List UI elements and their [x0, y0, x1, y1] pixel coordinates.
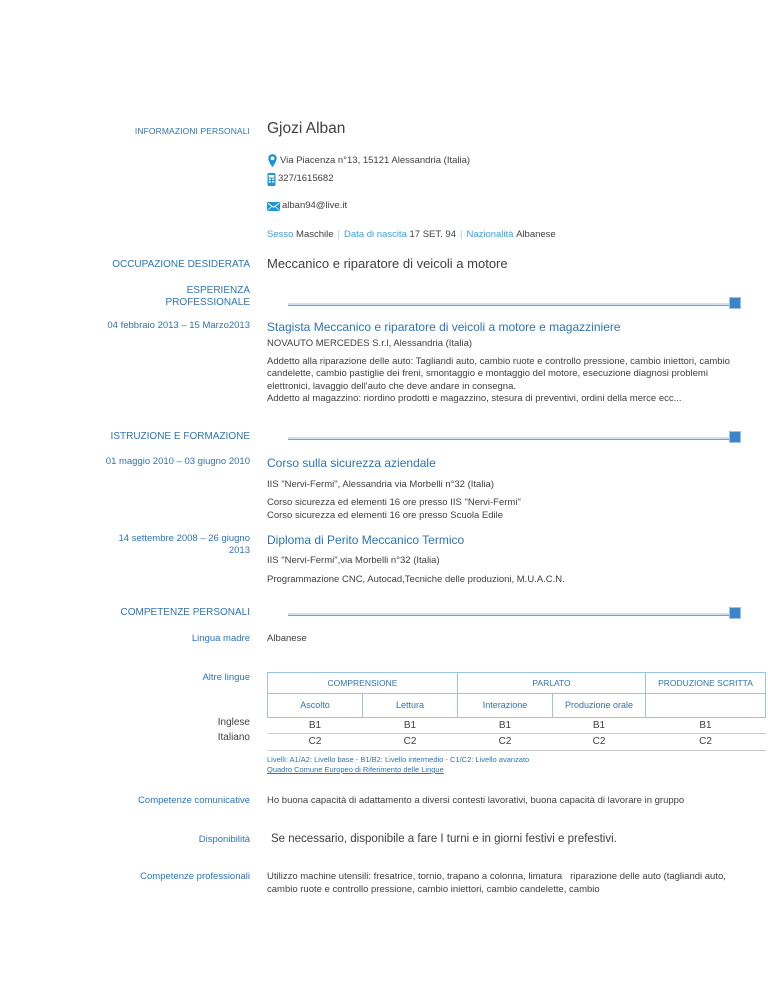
desired-occupation-value: Meccanico e riparatore di veicoli a motore [267, 256, 508, 271]
language-name: Inglese [217, 716, 250, 728]
professional-skills-row [0, 871, 768, 896]
section-divider [288, 298, 741, 309]
sub-header-lettura: Lettura [363, 694, 458, 718]
address-text: Via Piacenza n°13, 15121 Alessandria (Italia) [280, 154, 471, 166]
sub-header-interazione: Interazione [458, 694, 553, 718]
table-group-header-row [268, 672, 766, 694]
education-entry-school: IIS "Nervi-Fermi",via Morbelli n°32 (Italia) [267, 555, 440, 566]
personal-skills-section-row [0, 605, 768, 619]
education-date-line2: 2013 [228, 545, 250, 556]
professional-skills-text: Utilizzo machine utensili: fresatrice, tornio, trapano a colonna, limatura riparazione delle auto (tagliandi auto, cambio ruote e controllo pressione, cambio iniettori, cambio candelette, cambio [267, 871, 729, 895]
demographics-line [267, 226, 768, 244]
birth-value: 17 SET. 94 [409, 228, 456, 240]
contact-block [0, 152, 768, 244]
divider-endcap [729, 607, 741, 619]
email-line [267, 197, 768, 215]
language-row-labels [0, 672, 250, 777]
education-section-row [0, 429, 768, 443]
group-header-produzione-scritta: PRODUZIONE SCRITTA [646, 672, 766, 694]
education-entry-date [0, 533, 250, 586]
work-experience-label-line2: PROFESSIONALE [165, 297, 250, 308]
work-entry-employer: NOVAUTO MERCEDES S.r.l, Alessandria (Italia) [267, 338, 473, 349]
group-header-parlato: PARLATO [458, 672, 646, 694]
availability-row [0, 832, 768, 846]
personal-skills-section-label: COMPETENZE PERSONALI [120, 607, 250, 618]
address-line [267, 152, 768, 170]
work-experience-section-label [0, 285, 250, 309]
divider-endcap [729, 297, 741, 309]
availability-text: Se necessario, disponibile a fare I turni e in giorni festivi e prefestivi. [271, 833, 617, 845]
description-paragraph: Addetto al magazzino: riordino prodotti e magazzino, stesura di preventivi, ordini della merce ecc... [267, 393, 682, 404]
description-paragraph: Addetto alla riparazione delle auto: Tagliandi auto, cambio ruote e controllo pressione, cambio iniettori, cambio candelette, cambio pastiglie dei freni, smontaggio e montaggio del motore, esecuzione diagnosi problemi elettronici, lavaggio dell'auto che deve andare in consegna. [267, 355, 730, 392]
education-entry-title: Corso sulla sicurezza aziendale [267, 455, 436, 470]
cefr-framework-link[interactable]: Quadro Comune Europeo di Riferimento delle Lingue [267, 765, 444, 774]
phone-text: 327/1615682 [278, 172, 334, 184]
mobile-phone-icon [267, 173, 276, 186]
email-text: alban94@live.it [282, 199, 348, 211]
desired-occupation-label: OCCUPAZIONE DESIDERATA [112, 259, 250, 270]
communication-skills-label: Competenze comunicative [138, 794, 250, 806]
section-divider [288, 608, 741, 619]
education-section-label: ISTRUZIONE E FORMAZIONE [110, 430, 250, 442]
level-cell: B1 [458, 717, 553, 734]
work-experience-label-line1: ESPERIENZA [186, 285, 250, 296]
level-cell: C2 [268, 734, 363, 751]
level-cell: C2 [553, 734, 646, 751]
nationality-label: Nazionalità [466, 228, 514, 240]
candidate-name: Gjozi Alban [267, 120, 346, 137]
education-entry-row [0, 533, 768, 586]
language-name: Italiano [217, 731, 250, 743]
sesso-label: Sesso [267, 228, 294, 240]
level-cell: C2 [458, 734, 553, 751]
cefr-levels-footnote: Livelli: A1/A2: Livello base - B1/B2: Livello intermedio - C1/C2: Livello avanzato [267, 754, 530, 764]
education-entry-school: IIS "Nervi-Fermi", Alessandria via Morbelli n°32 (Italia) [267, 478, 495, 490]
table-row [268, 734, 766, 751]
availability-label: Disponibilità [198, 834, 250, 845]
level-cell: C2 [363, 734, 458, 751]
group-header-comprensione: COMPRENSIONE [268, 672, 458, 694]
location-pin-icon [267, 154, 278, 168]
level-cell: B1 [646, 717, 766, 734]
table-row [268, 717, 766, 734]
separator: | [459, 228, 463, 240]
section-divider [288, 432, 741, 443]
mother-tongue-row [0, 633, 768, 646]
education-entry-date: 01 maggio 2010 – 03 giugno 2010 [105, 455, 250, 467]
language-skills-table [267, 672, 766, 751]
education-entry-row [0, 456, 768, 523]
nationality-value: Albanese [516, 228, 556, 240]
work-entry-row [0, 320, 768, 406]
sub-header-produzione-orale: Produzione orale [553, 694, 646, 718]
work-experience-section-row [0, 285, 768, 309]
sesso-value: Maschile [296, 228, 334, 240]
mother-tongue-label: Lingua madre [191, 633, 250, 644]
divider-endcap [729, 431, 741, 443]
divider-line [288, 437, 737, 440]
education-entry-detail: Corso sicurezza ed elementi 16 ore presso Scuola Edile [267, 509, 504, 521]
education-entry-detail: Programmazione CNC, Autocad,Tecniche delle produzioni, M.U.A.C.N. [267, 573, 565, 585]
work-entry-title: Stagista Meccanico e riparatore di veicoli a motore e magazziniere [267, 320, 621, 334]
professional-skills-label: Competenze professionali [140, 871, 250, 882]
sub-header-ascolto: Ascolto [268, 694, 363, 718]
level-cell: B1 [363, 717, 458, 734]
divider-line [288, 613, 737, 616]
communication-skills-row [0, 795, 768, 808]
email-envelope-icon [267, 202, 280, 211]
divider-line [288, 303, 737, 306]
level-cell: B1 [268, 717, 363, 734]
level-cell: C2 [646, 734, 766, 751]
mother-tongue-value: Albanese [267, 633, 307, 644]
communication-skills-text: Ho buona capacità di adattamento a diversi contesti lavorativi, buona capacità di lavorare in gruppo [267, 794, 685, 806]
other-languages-row [0, 672, 768, 777]
work-entry-date: 04 febbraio 2013 – 15 Marzo2013 [107, 320, 250, 331]
personal-info-section-label: INFORMAZIONI PERSONALI [134, 126, 250, 136]
education-entry-title: Diploma di Perito Meccanico Termico [267, 533, 465, 547]
education-date-line1: 14 settembre 2008 – 26 giugno [118, 533, 250, 544]
table-sub-header-row [268, 694, 766, 718]
sub-header-empty [646, 694, 766, 718]
other-languages-label: Altre lingue [202, 671, 250, 683]
birth-label: Data di nascita [344, 228, 407, 240]
work-entry-description [267, 356, 749, 406]
desired-occupation-row [0, 256, 768, 272]
phone-line [267, 170, 768, 188]
level-cell: B1 [553, 717, 646, 734]
education-entry-detail: Corso sicurezza ed elementi 16 ore presso IIS "Nervi-Fermi" [267, 497, 521, 508]
separator: | [337, 228, 341, 240]
personal-info-header-row [0, 120, 768, 138]
